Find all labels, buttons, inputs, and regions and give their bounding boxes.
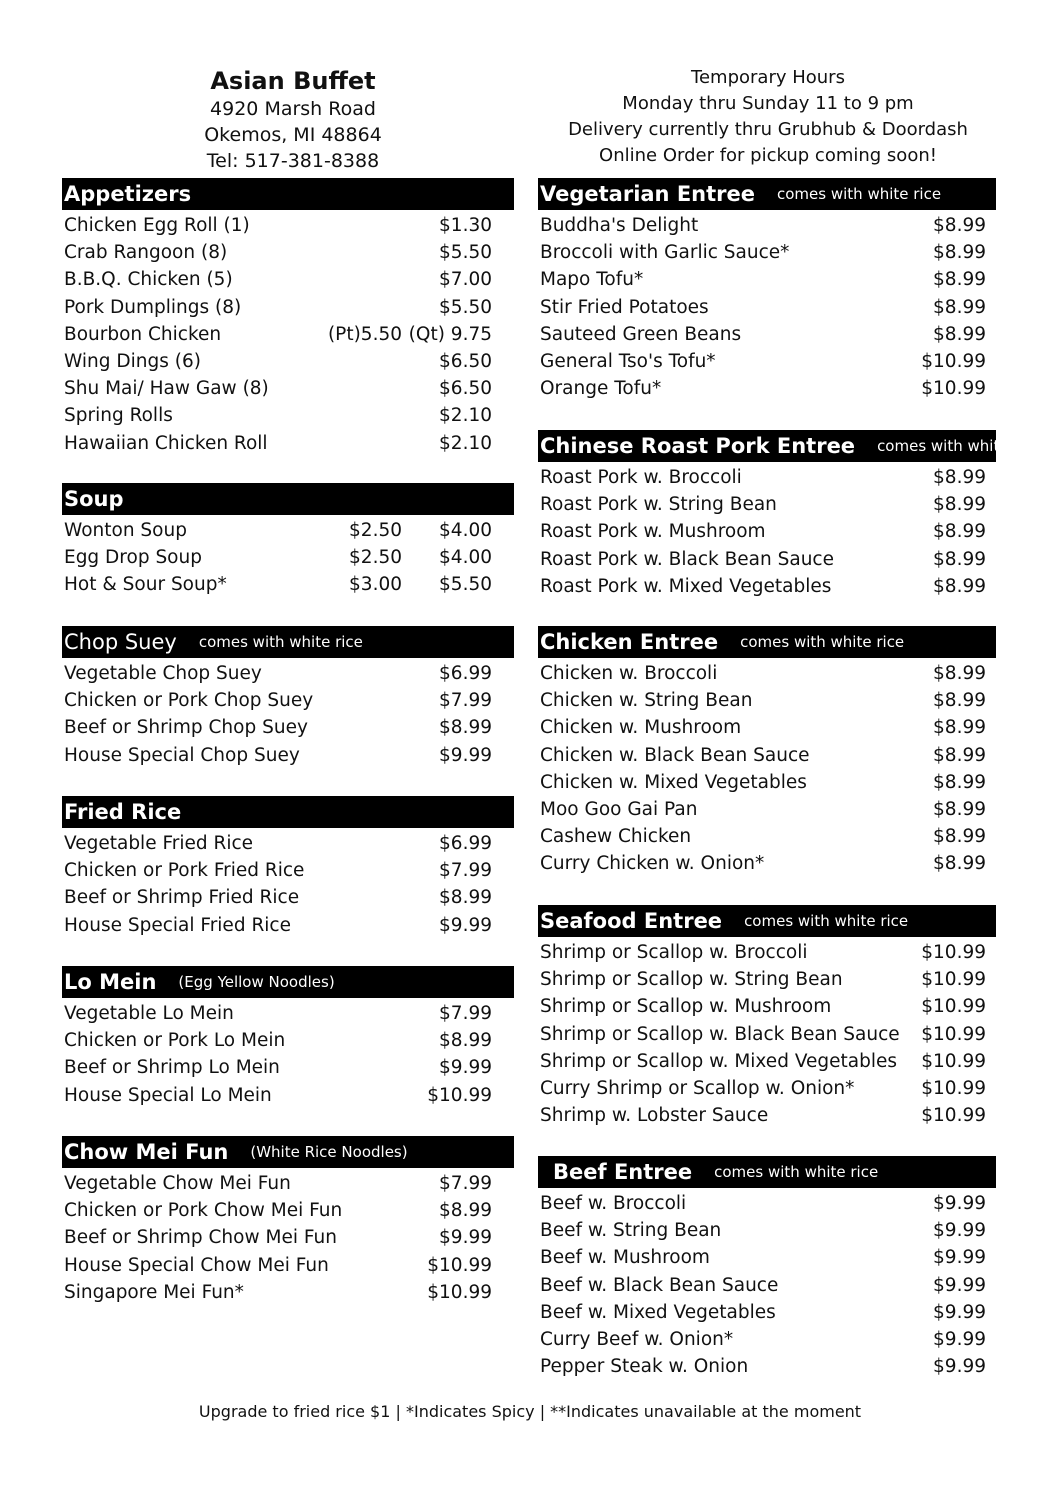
menu-item-small-price: $2.50 bbox=[349, 520, 402, 541]
menu-item-small-price: $2.50 bbox=[349, 547, 402, 569]
menu-item-price: $8.99 bbox=[933, 771, 986, 793]
menu-item-name: House Special Chow Mei Fun bbox=[64, 1254, 329, 1276]
menu-item-price: $2.10 bbox=[439, 405, 492, 427]
menu-item-price: $8.99 bbox=[439, 717, 492, 739]
menu-item-name: Beef or Shrimp Chow Mei Fun bbox=[64, 1227, 337, 1249]
right-menu-column bbox=[538, 0, 1042, 1500]
menu-item bbox=[62, 348, 514, 375]
menu-item bbox=[538, 687, 996, 714]
menu-item bbox=[538, 769, 996, 796]
menu-item-name: House Special Chop Suey bbox=[64, 744, 300, 766]
menu-item-name: Curry Shrimp or Scallop w. Onion* bbox=[540, 1077, 855, 1099]
menu-item bbox=[538, 939, 996, 966]
menu-item bbox=[62, 884, 514, 911]
menu-item-price: $10.99 bbox=[921, 350, 986, 372]
menu-item bbox=[62, 1054, 514, 1081]
section-title: Fried Rice bbox=[64, 800, 182, 824]
menu-item-price: $9.99 bbox=[933, 1193, 986, 1214]
address-line-1: 4920 Marsh Road bbox=[210, 98, 376, 120]
section-header-bar bbox=[62, 1136, 514, 1168]
menu-item-list bbox=[62, 1000, 514, 1109]
section-note: comes with white rice bbox=[714, 1163, 879, 1181]
menu-item-list bbox=[538, 212, 996, 402]
menu-item bbox=[62, 430, 514, 457]
menu-item-name: Mapo Tofu* bbox=[540, 269, 644, 291]
menu-item-name: Buddha's Delight bbox=[540, 215, 699, 236]
section-title: Chow Mei Fun bbox=[64, 1140, 229, 1164]
section-header-bar bbox=[62, 483, 514, 515]
menu-item-name: General Tso's Tofu* bbox=[540, 350, 716, 372]
menu-item-price: $8.99 bbox=[933, 521, 986, 543]
menu-item-name: Chicken Egg Roll (1) bbox=[64, 215, 250, 236]
menu-item bbox=[538, 796, 996, 823]
menu-item bbox=[538, 491, 996, 518]
menu-item-price: $10.99 bbox=[921, 1105, 986, 1127]
menu-item bbox=[62, 1170, 514, 1197]
online-order-info: Online Order for pickup coming soon! bbox=[599, 145, 937, 166]
menu-item bbox=[62, 830, 514, 857]
menu-item-list bbox=[538, 464, 996, 600]
menu-item-name: Pepper Steak w. Onion bbox=[540, 1356, 749, 1378]
menu-item-price: $9.99 bbox=[439, 1057, 492, 1079]
menu-item-small-price: $3.00 bbox=[349, 574, 402, 596]
menu-item-name: Beef w. Mushroom bbox=[540, 1247, 710, 1269]
menu-item-price: $8.99 bbox=[933, 269, 986, 291]
menu-item-price: $8.99 bbox=[933, 242, 986, 264]
menu-item-name: Beef or Shrimp Lo Mein bbox=[64, 1057, 280, 1079]
menu-item-name: Roast Pork w. Mixed Vegetables bbox=[540, 575, 832, 597]
menu-item-name: Beef or Shrimp Chop Suey bbox=[64, 717, 308, 739]
menu-item bbox=[62, 266, 514, 293]
menu-item bbox=[62, 212, 514, 239]
menu-item bbox=[538, 993, 996, 1020]
menu-item-name: House Special Fried Rice bbox=[64, 914, 291, 936]
menu-item-name: Shrimp or Scallop w. Broccoli bbox=[540, 942, 808, 963]
menu-item-list bbox=[62, 517, 514, 599]
menu-item bbox=[62, 857, 514, 884]
section-note: comes with white rice bbox=[877, 437, 1042, 455]
footer-note: Upgrade to fried rice $1 | *Indicates Spicy | **Indicates unavailable at the moment bbox=[198, 1402, 862, 1421]
menu-item bbox=[62, 239, 514, 266]
menu-item-name: Shrimp or Scallop w. Mushroom bbox=[540, 996, 832, 1018]
menu-item bbox=[538, 660, 996, 687]
section-note: comes with white rice bbox=[777, 185, 942, 203]
menu-item-name: Chicken or Pork Lo Mein bbox=[64, 1030, 286, 1052]
menu-item bbox=[538, 518, 996, 545]
menu-item-name: Chicken w. Black Bean Sauce bbox=[540, 744, 810, 766]
menu-item-price: $5.50 bbox=[439, 242, 492, 264]
menu-item-price: $8.99 bbox=[933, 717, 986, 739]
menu-item bbox=[538, 1102, 996, 1129]
menu-item-price: $5.50 bbox=[439, 574, 492, 596]
hours-title: Temporary Hours bbox=[691, 67, 845, 88]
menu-item-name: Bourbon Chicken bbox=[64, 323, 222, 345]
left-menu-column bbox=[62, 0, 514, 1500]
menu-item-price: $8.99 bbox=[933, 798, 986, 820]
menu-item bbox=[62, 517, 514, 544]
section-header-bar bbox=[62, 626, 514, 658]
phone-number: Tel: 517-381-8388 bbox=[206, 150, 380, 172]
menu-item-price: $8.99 bbox=[933, 467, 986, 488]
section-title: Lo Mein bbox=[64, 970, 157, 994]
menu-item bbox=[62, 687, 514, 714]
menu-item-name: Curry Chicken w. Onion* bbox=[540, 853, 765, 875]
menu-item bbox=[538, 239, 996, 266]
menu-item-price: $9.99 bbox=[933, 1247, 986, 1269]
menu-item-price: $1.30 bbox=[439, 215, 492, 236]
menu-item bbox=[538, 573, 996, 600]
menu-item-price: $5.50 bbox=[439, 296, 492, 318]
menu-item bbox=[538, 1190, 996, 1217]
menu-item bbox=[538, 348, 996, 375]
section-header-bar bbox=[62, 966, 514, 998]
section-header-bar bbox=[538, 430, 1042, 462]
menu-item bbox=[538, 823, 996, 850]
section-header-bar bbox=[538, 905, 996, 937]
menu-item bbox=[62, 912, 514, 939]
menu-item-name: B.B.Q. Chicken (5) bbox=[64, 269, 233, 291]
menu-item-name: Chicken or Pork Chop Suey bbox=[64, 690, 314, 712]
menu-item-price: $10.99 bbox=[921, 969, 986, 991]
menu-item-price: (Qt) 9.75 bbox=[408, 323, 492, 345]
menu-item-name: Stir Fried Potatoes bbox=[540, 296, 709, 318]
section-title: Seafood Entree bbox=[540, 909, 723, 933]
menu-item-price: $4.00 bbox=[439, 547, 492, 569]
menu-item bbox=[62, 402, 514, 429]
menu-item bbox=[538, 212, 996, 239]
menu-item bbox=[538, 1353, 996, 1380]
hours-days: Monday thru Sunday 11 to 9 pm bbox=[622, 93, 914, 114]
menu-item bbox=[538, 742, 996, 769]
section-title: Vegetarian Entree bbox=[540, 182, 755, 206]
menu-item-price: $9.99 bbox=[933, 1301, 986, 1323]
section-title: Soup bbox=[64, 487, 124, 511]
menu-item-price: $9.99 bbox=[933, 1328, 986, 1350]
menu-item-list bbox=[62, 212, 514, 457]
menu-item-name: Shrimp w. Lobster Sauce bbox=[540, 1105, 769, 1127]
menu-item-price: $10.99 bbox=[427, 1084, 492, 1106]
menu-item-name: Vegetable Lo Mein bbox=[64, 1003, 234, 1024]
menu-item bbox=[538, 1021, 996, 1048]
section-title: Beef Entree bbox=[553, 1160, 693, 1184]
menu-item-price: $8.99 bbox=[933, 744, 986, 766]
section-header-bar bbox=[62, 796, 514, 828]
menu-item-price: $8.99 bbox=[439, 1030, 492, 1052]
menu-item-name: Curry Beef w. Onion* bbox=[540, 1328, 734, 1350]
menu-item-name: Hot & Sour Soup* bbox=[64, 574, 227, 596]
section-header-bar bbox=[538, 178, 996, 210]
menu-item-price: $7.00 bbox=[439, 269, 492, 291]
menu-item-price: $8.99 bbox=[933, 323, 986, 345]
menu-item-price: $6.99 bbox=[439, 833, 492, 854]
menu-item-price: $2.10 bbox=[439, 432, 492, 454]
menu-item-price: $10.99 bbox=[921, 942, 986, 963]
menu-item-name: Wing Dings (6) bbox=[64, 350, 201, 372]
section-title: Appetizers bbox=[64, 182, 192, 206]
section-note: (Egg Yellow Noodles) bbox=[178, 973, 335, 991]
menu-item-small-price: (Pt)5.50 bbox=[327, 323, 402, 345]
menu-item bbox=[538, 966, 996, 993]
menu-item bbox=[538, 1217, 996, 1244]
menu-item-name: Chicken w. Mushroom bbox=[540, 717, 742, 739]
menu-item-name: Beef w. Black Bean Sauce bbox=[540, 1274, 779, 1296]
menu-item-name: Chicken or Pork Chow Mei Fun bbox=[64, 1200, 343, 1222]
menu-item-name: Egg Drop Soup bbox=[64, 547, 202, 569]
menu-item-name: Orange Tofu* bbox=[540, 378, 662, 400]
menu-item-name: Shu Mai/ Haw Gaw (8) bbox=[64, 378, 269, 400]
section-vegetarian-entree bbox=[538, 178, 996, 402]
menu-item bbox=[538, 294, 996, 321]
menu-item-price: $9.99 bbox=[933, 1220, 986, 1242]
section-chow-mei-fun bbox=[62, 1136, 514, 1306]
menu-item-name: Hawaiian Chicken Roll bbox=[64, 432, 268, 454]
menu-item bbox=[538, 464, 996, 491]
menu-item bbox=[62, 1197, 514, 1224]
menu-item-name: Roast Pork w. String Bean bbox=[540, 494, 777, 516]
menu-item bbox=[538, 1326, 996, 1353]
section-chicken-entree bbox=[538, 626, 996, 878]
menu-item-name: Moo Goo Gai Pan bbox=[540, 798, 698, 820]
menu-item-name: Broccoli with Garlic Sauce* bbox=[540, 242, 790, 264]
menu-item-name: Beef w. Mixed Vegetables bbox=[540, 1301, 776, 1323]
menu-item-name: Shrimp or Scallop w. String Bean bbox=[540, 969, 843, 991]
menu-item-price: $6.99 bbox=[439, 663, 492, 684]
menu-item bbox=[538, 321, 996, 348]
section-header-bar bbox=[62, 178, 514, 210]
menu-item-price: $8.99 bbox=[439, 1200, 492, 1222]
menu-item-price: $8.99 bbox=[933, 494, 986, 516]
menu-item-price: $7.99 bbox=[439, 1173, 492, 1194]
section-header-bar bbox=[538, 1156, 996, 1188]
menu-item-price: $8.99 bbox=[933, 548, 986, 570]
menu-item bbox=[62, 1027, 514, 1054]
section-title: Chop Suey bbox=[64, 630, 177, 654]
section-fried-rice bbox=[62, 796, 514, 939]
section-note: comes with white rice bbox=[198, 633, 363, 651]
menu-item-price: $8.99 bbox=[439, 887, 492, 909]
section-seafood-entree bbox=[538, 905, 996, 1129]
section-appetizers bbox=[62, 178, 514, 457]
menu-item bbox=[538, 1272, 996, 1299]
menu-item bbox=[62, 660, 514, 687]
menu-item-name: Vegetable Fried Rice bbox=[64, 833, 254, 854]
menu-item-price: $10.99 bbox=[921, 996, 986, 1018]
menu-item-name: Roast Pork w. Black Bean Sauce bbox=[540, 548, 834, 570]
menu-item-name: Chicken or Pork Fried Rice bbox=[64, 860, 305, 882]
menu-item-name: Vegetable Chop Suey bbox=[64, 663, 262, 684]
menu-item-name: Beef w. String Bean bbox=[540, 1220, 722, 1242]
menu-item-price: $10.99 bbox=[921, 1023, 986, 1045]
section-note: (White Rice Noodles) bbox=[250, 1143, 408, 1161]
menu-item-name: Singapore Mei Fun* bbox=[64, 1281, 244, 1303]
menu-item-price: $8.99 bbox=[933, 215, 986, 236]
menu-item bbox=[538, 546, 996, 573]
menu-item bbox=[62, 1279, 514, 1306]
menu-item-name: House Special Lo Mein bbox=[64, 1084, 272, 1106]
menu-item-name: Vegetable Chow Mei Fun bbox=[64, 1173, 291, 1194]
menu-item-price: $8.99 bbox=[933, 826, 986, 848]
menu-item bbox=[538, 1244, 996, 1271]
section-header-bar bbox=[538, 626, 996, 658]
menu-item-price: $7.99 bbox=[439, 1003, 492, 1024]
menu-item-name: Beef w. Broccoli bbox=[540, 1193, 687, 1214]
menu-item-price: $9.99 bbox=[933, 1356, 986, 1378]
menu-item-name: Wonton Soup bbox=[64, 520, 187, 541]
menu-item-price: $6.50 bbox=[439, 378, 492, 400]
menu-item bbox=[538, 1299, 996, 1326]
menu-item-price: $7.99 bbox=[439, 860, 492, 882]
menu-item-name: Sauteed Green Beans bbox=[540, 323, 742, 345]
menu-item bbox=[62, 742, 514, 769]
menu-item bbox=[62, 571, 514, 598]
menu-item-list bbox=[538, 939, 996, 1129]
section-note: comes with white rice bbox=[744, 912, 909, 930]
menu-item bbox=[62, 294, 514, 321]
menu-item-list bbox=[538, 1190, 996, 1380]
menu-item-name: Pork Dumplings (8) bbox=[64, 296, 242, 318]
menu-item-price: $10.99 bbox=[921, 378, 986, 400]
menu-item-price: $8.99 bbox=[933, 853, 986, 875]
menu-item-name: Chicken w. Mixed Vegetables bbox=[540, 771, 807, 793]
menu-item-name: Shrimp or Scallop w. Black Bean Sauce bbox=[540, 1023, 900, 1045]
menu-item bbox=[62, 1224, 514, 1251]
menu-item bbox=[62, 1252, 514, 1279]
menu-item bbox=[62, 1082, 514, 1109]
menu-item-price: $4.00 bbox=[439, 520, 492, 541]
menu-item bbox=[62, 321, 514, 348]
menu-item bbox=[62, 544, 514, 571]
section-note: comes with white rice bbox=[740, 633, 905, 651]
section-beef-entree bbox=[538, 1156, 996, 1380]
restaurant-name: Asian Buffet bbox=[210, 67, 376, 95]
menu-item bbox=[62, 375, 514, 402]
menu-item-price: $8.99 bbox=[933, 663, 986, 684]
menu-item-price: $9.99 bbox=[439, 744, 492, 766]
menu-item-list bbox=[62, 1170, 514, 1306]
menu-item bbox=[538, 850, 996, 877]
address-line-2: Okemos, MI 48864 bbox=[204, 124, 382, 146]
menu-item-price: $6.50 bbox=[439, 350, 492, 372]
menu-item-list bbox=[62, 830, 514, 939]
menu-item bbox=[538, 266, 996, 293]
menu-item-price: $10.99 bbox=[427, 1254, 492, 1276]
menu-item-price: $8.99 bbox=[933, 575, 986, 597]
menu-item-name: Spring Rolls bbox=[64, 405, 173, 427]
menu-item-price: $8.99 bbox=[933, 690, 986, 712]
menu-item-price: $10.99 bbox=[921, 1050, 986, 1072]
section-chop-suey bbox=[62, 626, 514, 769]
delivery-info: Delivery currently thru Grubhub & Doordash bbox=[568, 119, 968, 140]
menu-item-name: Beef or Shrimp Fried Rice bbox=[64, 887, 300, 909]
menu-item-list bbox=[62, 660, 514, 769]
menu-item-name: Crab Rangoon (8) bbox=[64, 242, 228, 264]
menu-item bbox=[538, 375, 996, 402]
menu-item-name: Chicken w. String Bean bbox=[540, 690, 753, 712]
menu-item-name: Shrimp or Scallop w. Mixed Vegetables bbox=[540, 1050, 898, 1072]
menu-item-name: Roast Pork w. Mushroom bbox=[540, 521, 766, 543]
menu-item-price: $9.99 bbox=[439, 914, 492, 936]
menu-item bbox=[538, 1048, 996, 1075]
menu-item-name: Cashew Chicken bbox=[540, 826, 692, 848]
menu-item bbox=[538, 1075, 996, 1102]
menu-item-price: $10.99 bbox=[427, 1281, 492, 1303]
menu-item bbox=[62, 1000, 514, 1027]
section-lo-mein bbox=[62, 966, 514, 1109]
menu-item bbox=[538, 714, 996, 741]
section-roast-pork-entree bbox=[538, 430, 1042, 600]
menu-item-price: $10.99 bbox=[921, 1077, 986, 1099]
menu-item-name: Roast Pork w. Broccoli bbox=[540, 467, 742, 488]
section-title: Chinese Roast Pork Entree bbox=[540, 434, 856, 458]
menu-item bbox=[62, 714, 514, 741]
menu-item-price: $9.99 bbox=[933, 1274, 986, 1296]
menu-item-price: $7.99 bbox=[439, 690, 492, 712]
menu-item-price: $9.99 bbox=[439, 1227, 492, 1249]
section-title: Chicken Entree bbox=[540, 630, 719, 654]
menu-item-price: $8.99 bbox=[933, 296, 986, 318]
menu-item-name: Chicken w. Broccoli bbox=[540, 663, 718, 684]
section-soup bbox=[62, 483, 514, 599]
menu-item-list bbox=[538, 660, 996, 878]
